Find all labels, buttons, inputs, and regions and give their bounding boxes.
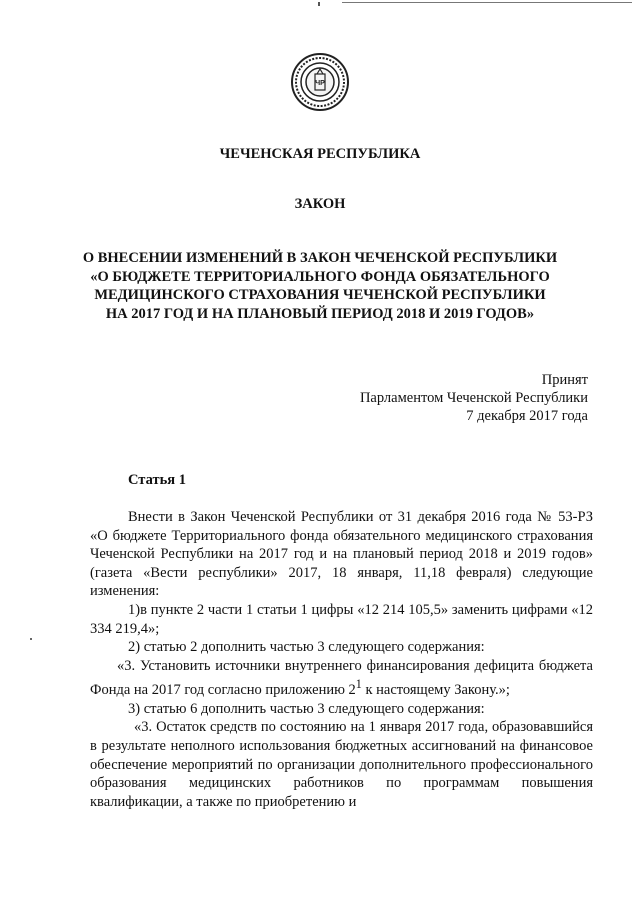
scan-mark xyxy=(318,2,320,6)
paragraph-quote-2: «3. Остаток средств по состоянию на 1 января 2017 года, образовавшийся в результате неполного использования бюджетных ассигнований на финансовое обеспечение мероприятий по организации дополнительного профессионального образования медицинских работников по программам повышения квалификации, а также по приобретению и xyxy=(90,719,593,810)
quote-1-end: к настоящему Закону.»; xyxy=(361,682,510,699)
adoption-date: 7 декабря 2017 года xyxy=(466,408,588,424)
title-line-2: «О БЮДЖЕТЕ ТЕРРИТОРИАЛЬНОГО ФОНДА ОБЯЗАТЕЛЬНОГО xyxy=(90,268,550,285)
paragraph-item-1: 1)в пункте 2 части 1 статьи 1 цифры «12 214 105,5» заменить цифрами «12 334 219,4»; xyxy=(90,601,593,637)
title-line-1: О ВНЕСЕНИИ ИЗМЕНЕНИЙ В ЗАКОН ЧЕЧЕНСКОЙ РЕСПУБЛИКИ xyxy=(82,250,558,266)
paragraph-quote-1 xyxy=(90,657,593,700)
superscript: 1 xyxy=(355,677,362,692)
article-heading: Статья 1 xyxy=(128,472,186,488)
adoption-block xyxy=(360,371,588,425)
document-type: ЗАКОН xyxy=(294,196,346,212)
quote-1-text: «3. Установить источники внутреннего финансирования дефицита бюджета Фонда на 2017 год согласно приложению 2 xyxy=(90,657,593,699)
scan-speck xyxy=(30,638,32,640)
adoption-line-1: Принят xyxy=(541,372,588,388)
paragraph-intro: Внести в Закон Чеченской Республики от 31 декабря 2016 года № 53-РЗ «О бюджете Территориального фонда обязательного медицинского страхования Чеченской Республики на 2017 год и на плановый период 2018 и 2019 годов» (газета «Вести республики» 2017, 18 января, 11,18 февраля) следующие изменения: xyxy=(90,509,593,600)
title-line-4: НА 2017 ГОД И НА ПЛАНОВЫЙ ПЕРИОД 2018 И 2019 ГОДОВ» xyxy=(105,305,535,322)
paragraph-item-2: 2) статью 2 дополнить частью 3 следующего содержания: xyxy=(128,639,485,656)
paragraph-item-3: 3) статью 6 дополнить частью 3 следующего содержания: xyxy=(128,700,485,717)
article-body xyxy=(90,508,593,811)
law-title xyxy=(30,249,610,323)
coat-of-arms-emblem xyxy=(290,52,350,112)
scan-line xyxy=(342,2,632,3)
republic-heading: ЧЕЧЕНСКАЯ РЕСПУБЛИКА xyxy=(219,146,421,162)
title-line-3: МЕДИЦИНСКОГО СТРАХОВАНИЯ ЧЕЧЕНСКОЙ РЕСПУБЛИКИ xyxy=(94,287,546,303)
emblem-text: ЧР xyxy=(315,80,325,87)
adoption-line-2: Парламентом Чеченской Республики xyxy=(359,390,588,406)
